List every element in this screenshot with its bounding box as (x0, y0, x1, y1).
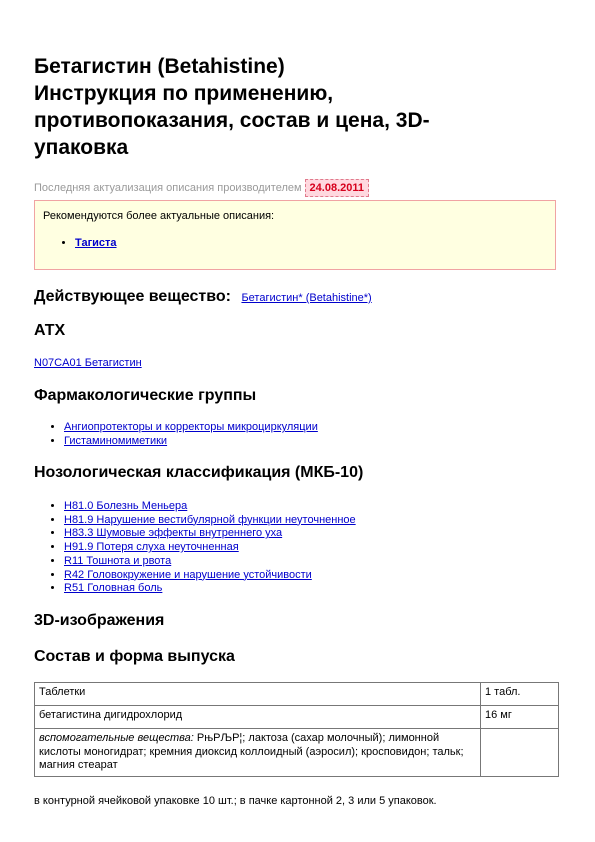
composition-table (34, 682, 559, 777)
nosology-link[interactable]: R51 Головная боль (64, 582, 163, 595)
active-substance-link[interactable]: Бетагистин* (Betahistine*) (241, 292, 372, 304)
recommend-list (35, 237, 117, 249)
recommend-text: Рекомендуются более актуальные описания: (43, 210, 275, 222)
list-item (64, 421, 318, 435)
pharm-groups-list (34, 421, 318, 448)
table-cell-name: бетагистина дигидрохлорид (35, 706, 481, 729)
list-item (64, 569, 356, 583)
list-item (64, 527, 356, 541)
active-substance-heading (34, 287, 372, 308)
pharm-group-link[interactable]: Гистаминомиметики (64, 434, 168, 447)
excipients-cell (35, 729, 481, 777)
recommend-box (34, 200, 556, 270)
active-substance-label: Действующее вещество: (34, 288, 231, 305)
title-line-2: Инструкция по применению, (34, 82, 334, 105)
nosology-link[interactable]: R11 Тошнота и рвота (64, 554, 172, 567)
update-date-badge: 24.08.2011 (305, 179, 369, 197)
atx-link[interactable]: N07CA01 Бетагистин (34, 357, 142, 369)
table-cell-name: Таблетки (35, 683, 481, 706)
table-row (35, 706, 559, 729)
last-update (34, 178, 369, 198)
page-title (34, 53, 559, 161)
atx-heading: АТХ (34, 322, 66, 339)
list-item (64, 500, 356, 514)
excipients-label: вспомогательные вещества: (39, 732, 194, 744)
last-update-label: Последняя актуализация описания производителем (34, 182, 302, 194)
title-line-4: упаковка (34, 136, 129, 159)
nosology-link[interactable]: H83.3 Шумовые эффекты внутреннего уха (64, 527, 283, 540)
pharm-groups-heading: Фармакологические группы (34, 387, 257, 404)
composition-heading: Состав и форма выпуска (34, 648, 235, 665)
list-item (64, 541, 356, 555)
nosology-link[interactable]: H81.9 Нарушение вестибулярной функции неуточненное (64, 513, 356, 526)
list-item (64, 555, 356, 569)
packaging-text: в контурной ячейковой упаковке 10 шт.; в пачке картонной 2, 3 или 5 упаковок. (34, 795, 437, 807)
title-line-1: Бетагистин (Betahistine) (34, 55, 285, 78)
images-3d-heading: 3D-изображения (34, 612, 165, 629)
nosology-link[interactable]: H91.9 Потеря слуха неуточненная (64, 541, 239, 554)
nosology-list (34, 500, 356, 596)
table-cell-qty: 1 табл. (481, 683, 559, 706)
recommend-item (75, 237, 117, 249)
table-row (35, 729, 559, 777)
nosology-link[interactable]: H81.0 Болезнь Меньера (64, 500, 188, 512)
list-item (64, 582, 356, 596)
list-item (64, 435, 318, 449)
title-line-3: противопоказания, состав и цена, 3D- (34, 109, 430, 132)
table-row (35, 683, 559, 706)
recommend-link-tagista[interactable]: Тагиста (75, 237, 117, 249)
pharm-group-link[interactable]: Ангиопротекторы и корректоры микроциркуляции (64, 421, 318, 433)
table-cell-qty: 16 мг (481, 706, 559, 729)
nosology-link[interactable]: R42 Головокружение и нарушение устойчивости (64, 568, 312, 581)
nosology-heading: Нозологическая классификация (МКБ-10) (34, 464, 364, 481)
table-cell-qty (481, 729, 559, 777)
excipients-text: РњРЉР¦; лактоза (сахар молочный); лимонной кислоты моногидрат; кремния диоксид коллоидный (аэросил); кросповидон; тальк; магния стеарат (39, 732, 464, 772)
list-item (64, 514, 356, 528)
